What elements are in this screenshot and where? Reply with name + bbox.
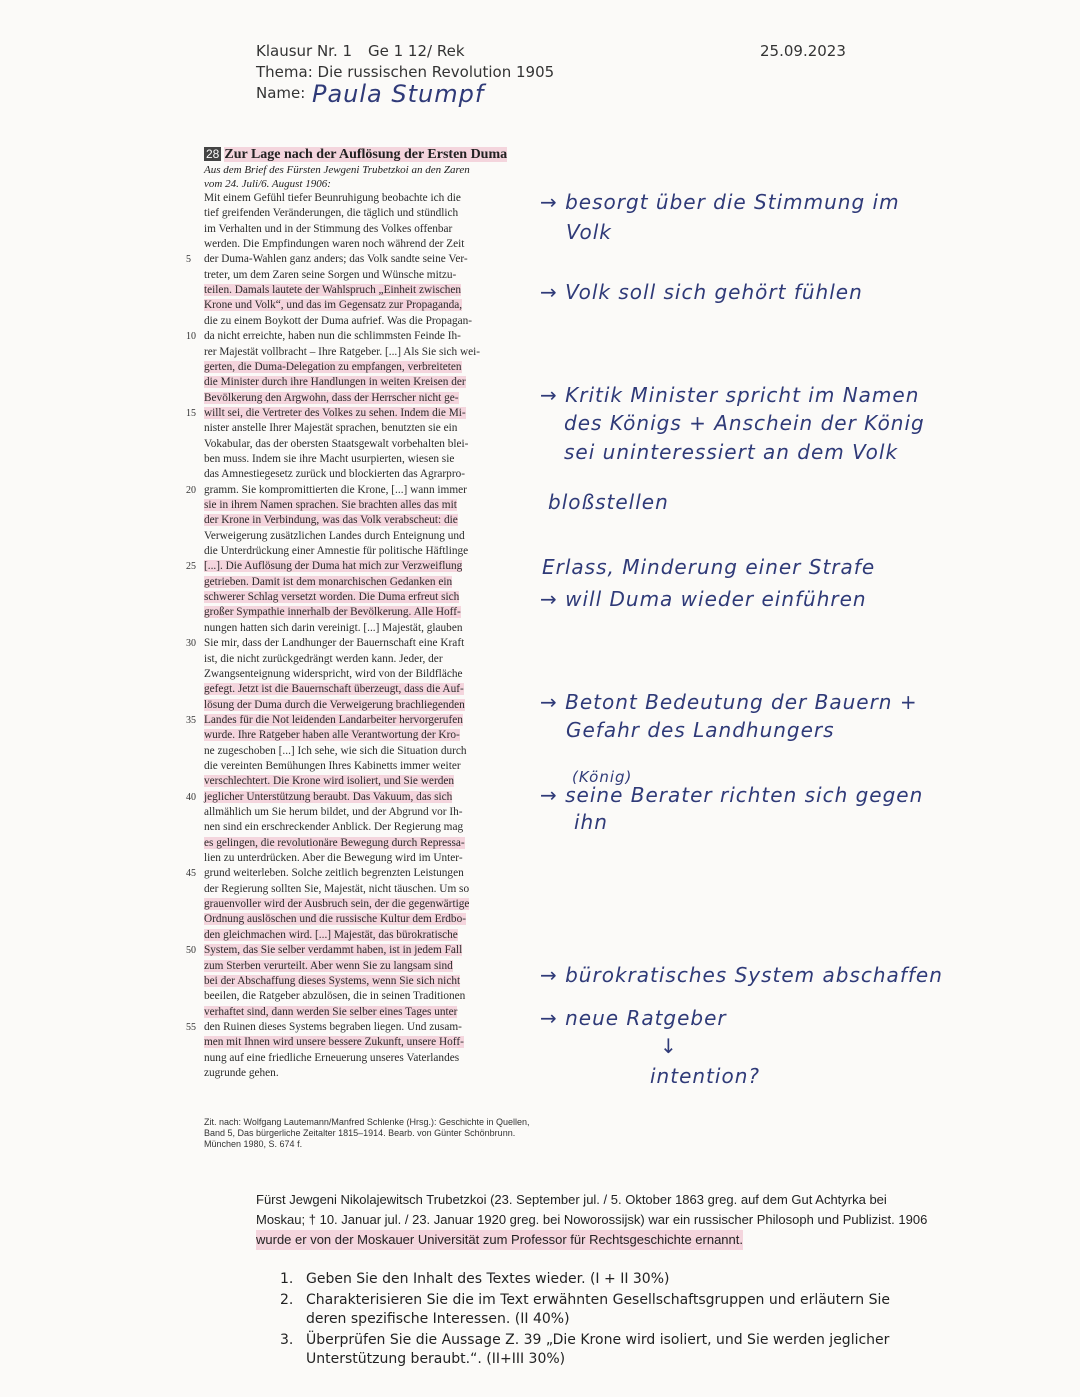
source-text-line: gerten, die Duma-Delegation zu empfangen, verbreiteten (204, 360, 462, 373)
source-text-line: die zu einem Boykott der Duma aufrief. Was die Propagan- (204, 314, 473, 327)
source-text-line: Ordnung auslöschen und die russische Kultur dem Erdbo- (204, 913, 466, 926)
source-text-line: Verweigerung zusätzlichen Landes durch Enteignung und (204, 529, 465, 542)
task-text: Geben Sie den Inhalt des Textes wieder. (I + II 30%) (306, 1271, 670, 1287)
handwritten-note: Gefahr des Landhungers (566, 718, 835, 742)
source-text-line: Bevölkerung den Argwohn, dass der Herrscher nicht ge- (204, 391, 459, 404)
source-text-line: beeilen, die Ratgeber abzulösen, die in seinen Traditionen (204, 990, 466, 1003)
course-code: Ge 1 12/ Rek (368, 42, 465, 60)
source-text-line: Vokabular, das der obersten Staatsgewalt vorbehalten blei- (204, 437, 469, 450)
source-subtitle-1: Aus dem Brief des Fürsten Jewgeni Trubetzkoi an den Zaren (204, 164, 470, 176)
task-list (280, 1270, 920, 1369)
source-text-line: wurde. Ihre Ratgeber haben alle Verantwortung der Kro- (204, 729, 460, 742)
task-item (280, 1291, 920, 1329)
handwritten-note: sei uninteressiert an dem Volk (564, 440, 899, 464)
task-item (280, 1331, 920, 1369)
source-text-line: Sie mir, dass der Landhunger der Bauernschaft eine Kraft (204, 637, 465, 650)
source-text-line: allmählich um Sie herum bildet, und der Abgrund vor Ih- (204, 806, 463, 818)
source-text-line: ben muss. Indem sie ihre Macht usurpierten, wiesen sie (204, 452, 455, 465)
source-text-line: verhaftet sind, dann werden Sie selber eines Tages unter (204, 1005, 458, 1018)
exam-theme: Thema: Die russischen Revolution 1905 (256, 63, 555, 81)
source-text-line: jeglicher Unterstützung beraubt. Das Vakuum, das sich (204, 790, 453, 803)
handwritten-note: → bürokratisches System abschaffen (540, 963, 943, 987)
source-text-line: lien zu unterdrücken. Aber die Bewegung wird im Unter- (204, 852, 463, 865)
task-number: 2. (280, 1292, 294, 1308)
source-text-line: [...]. Die Auflösung der Duma hat mich zur Verzweiflung (204, 560, 463, 573)
source-text-line: die Unterdrückung einer Amnestie für politische Häftlinge (204, 545, 469, 558)
source-text-line: nungen hatten sich darin vereinigt. [...] Majestät, glauben (204, 621, 463, 634)
handwritten-note: bloßstellen (548, 490, 669, 514)
source-text-line: zum Sterben verurteilt. Aber wenn Sie zu langsam sind (204, 959, 453, 972)
name-label: Name: (256, 84, 306, 102)
source-text-line: nister anstelle Ihrer Majestät sprachen, benutzten sie ein (204, 422, 458, 435)
source-text-line: bei der Abschaffung dieses Systems, wenn Sie sich nicht (204, 974, 461, 987)
source-text-line: nen sind ein erschreckender Anblick. Der Regierung mag (204, 821, 464, 834)
exam-number: Klausur Nr. 1 (256, 42, 353, 60)
source-text-line: der Duma-Wahlen ganz anders; das Volk sandte seine Ver- (204, 253, 468, 266)
source-text-line: ist, die nicht zurückgedrängt werden kann. Jeder, der (204, 652, 443, 665)
bio-line-2: Moskau; † 10. Januar jul. / 23. Januar 1920 greg. bei Noworossijsk) war ein russischer Philosoph und Publizist. 1906 (256, 1212, 928, 1227)
source-text-line: Mit einem Gefühl tiefer Beunruhigung beobachte ich die (204, 192, 461, 204)
source-text-line: tief greifenden Veränderungen, die täglich und stündlich (204, 207, 459, 220)
handwritten-note: intention? (650, 1064, 760, 1088)
source-text-line: im Verhalten und in der Stimmung des Volkes offenbar (204, 222, 453, 235)
source-text-line: die vereinten Bemühungen Ihres Kabinetts immer weiter (204, 759, 461, 772)
source-text-line: das Amnestiegesetz zurück und blockierten das Agrarpro- (204, 468, 465, 481)
source-text-line: da nicht erreichte, haben nun die schlimmsten Feinde Ih- (204, 330, 461, 343)
handwritten-note: → Kritik Minister spricht im Namen (540, 383, 920, 407)
source-number-badge: 28 (206, 147, 220, 161)
line-number: 15 (186, 407, 196, 419)
source-text-line: grauenvoller wird der Ausbruch sein, der die gegenwärtige (204, 898, 470, 911)
source-text-line: getrieben. Damit ist dem monarchischen Gedanken ein (204, 575, 453, 588)
source-citation: Zit. nach: Wolfgang Lautemann/Manfred Schlenke (Hrsg.): Geschichte in Quellen, Band 5, Das bürgerliche Zeitalter 1815–1914. Bearb. von Günter Schönbrunn. München 1980, S. 674 f. (204, 1117, 530, 1149)
line-number: 10 (186, 331, 196, 343)
handwritten-note: (König) (572, 768, 633, 786)
source-text-line: verschlechtert. Die Krone wird isoliert, und Sie werden (204, 775, 455, 788)
source-text-line: großer Sympathie innerhalb der Bevölkerung. Alle Hoff- (204, 606, 461, 619)
source-text-line: lösung der Duma durch die Verweigerung brachliegenden (204, 698, 465, 711)
line-number: 20 (186, 484, 196, 496)
source-text-line: Landes für die Not leidenden Landarbeiter hervorgerufen (204, 713, 463, 726)
source-text-line: willt sei, die Vertreter des Volkes zu sehen. Indem die Mi- (204, 406, 466, 419)
handwritten-note: → besorgt über die Stimmung im (540, 190, 900, 214)
source-text-line: der Krone in Verbindung, was das Volk verabscheut: die (204, 514, 458, 527)
source-text-line: nung auf eine friedliche Erneuerung unseres Vaterlandes (204, 1051, 460, 1064)
source-text-line: schwerer Schlag versetzt worden. Die Duma erfreut sich (204, 591, 460, 604)
line-number: 35 (186, 714, 196, 726)
line-number: 5 (186, 254, 191, 266)
line-number: 40 (186, 791, 196, 803)
handwritten-note: → neue Ratgeber (540, 1006, 727, 1030)
source-text-line: es gelingen, die revolutionäre Bewegung durch Repressa- (204, 836, 465, 849)
handwritten-note: → Betont Bedeutung der Bauern + (540, 690, 918, 714)
source-text-line: die Minister durch ihre Handlungen in weiten Kreisen der (204, 376, 466, 389)
bio-line-3: wurde er von der Moskauer Universität zum Professor für Rechtsgeschichte ernannt. (256, 1230, 743, 1250)
handwritten-note: ihn (574, 810, 608, 834)
handwritten-note: des Königs + Anschein der König (564, 411, 925, 435)
task-number: 1. (280, 1271, 294, 1287)
source-text-line: gramm. Sie kompromittierten die Krone, [...] wann immer (204, 483, 467, 496)
source-text-line: grund weiterleben. Solche zeitlich begrenzten Leistungen (204, 867, 464, 880)
handwritten-note: → seine Berater richten sich gegen (540, 783, 924, 807)
handwritten-note: → Volk soll sich gehört fühlen (540, 280, 863, 304)
source-text-line: teilen. Damals lautete der Wahlspruch „Einheit zwischen (204, 284, 462, 297)
line-number: 55 (186, 1021, 196, 1033)
source-text-line: werden. Die Empfindungen waren noch während der Zeit (204, 238, 465, 251)
task-text: Charakterisieren Sie die im Text erwähnten Gesellschaftsgruppen und erläutern Sie deren spezifische Interessen. (II 40%) (306, 1292, 890, 1327)
task-item (280, 1270, 920, 1289)
bio-line-1: Fürst Jewgeni Nikolajewitsch Trubetzkoi (23. September jul. / 5. Oktober 1863 greg. auf dem Gut Achtyrka bei (256, 1192, 887, 1207)
source-text-line: Zwangsenteignung widerspricht, wird von der Bildfläche (204, 667, 463, 680)
source-text-line: sie in ihrem Namen sprachen. Sie brachten alles das mit (204, 499, 457, 511)
source-text-line: treter, um dem Zaren seine Sorgen und Wünsche mitzu- (204, 268, 457, 281)
source-text-line: System, das Sie selber verdammt haben, ist in jedem Fall (204, 944, 463, 957)
task-text: Überprüfen Sie die Aussage Z. 39 „Die Krone wird isoliert, und Sie werden jeglicher Unterstützung beraubt.“. (II+III 30%) (306, 1332, 890, 1367)
source-subtitle-2: vom 24. Juli/6. August 1906: (204, 178, 331, 190)
line-number: 45 (186, 868, 196, 880)
line-number: 50 (186, 945, 196, 957)
source-title: Zur Lage nach der Auflösung der Ersten Duma (224, 147, 508, 162)
source-text-line: zugrunde gehen. (204, 1066, 279, 1079)
source-text-line: men mit Ihnen wird unsere bessere Zukunft, unsere Hoff- (204, 1036, 464, 1049)
source-text-line: ne zugeschoben [...] Ich sehe, wie sich die Situation durch (204, 744, 467, 757)
line-number: 25 (186, 561, 196, 573)
line-number: 30 (186, 638, 196, 650)
source-text-line: den gleichmachen wird. [...] Majestät, das bürokratische (204, 928, 458, 941)
task-number: 3. (280, 1332, 294, 1348)
exam-date: 25.09.2023 (760, 42, 846, 60)
handwritten-note: → will Duma wieder einführen (540, 587, 867, 611)
source-title-row (204, 145, 507, 163)
handwritten-note: ↓ (660, 1034, 678, 1058)
source-text-line: rer Majestät vollbracht – Ihre Ratgeber. [...] Als Sie sich wei- (204, 345, 481, 358)
handwritten-note: Erlass, Minderung einer Strafe (542, 555, 876, 579)
source-text-line: Krone und Volk“, und das im Gegensatz zur Propaganda, (204, 299, 463, 312)
source-text-line: der Regierung sollten Sie, Majestät, nicht täuschen. Um so (204, 882, 470, 895)
handwritten-note: Volk (566, 220, 612, 244)
source-text-line: den Ruinen dieses Systems begraben liegen. Und zusam- (204, 1020, 462, 1033)
source-text-line: gefegt. Jetzt ist die Bauernschaft überzeugt, dass die Auf- (204, 683, 464, 696)
student-name: Paula Stumpf (312, 80, 485, 108)
